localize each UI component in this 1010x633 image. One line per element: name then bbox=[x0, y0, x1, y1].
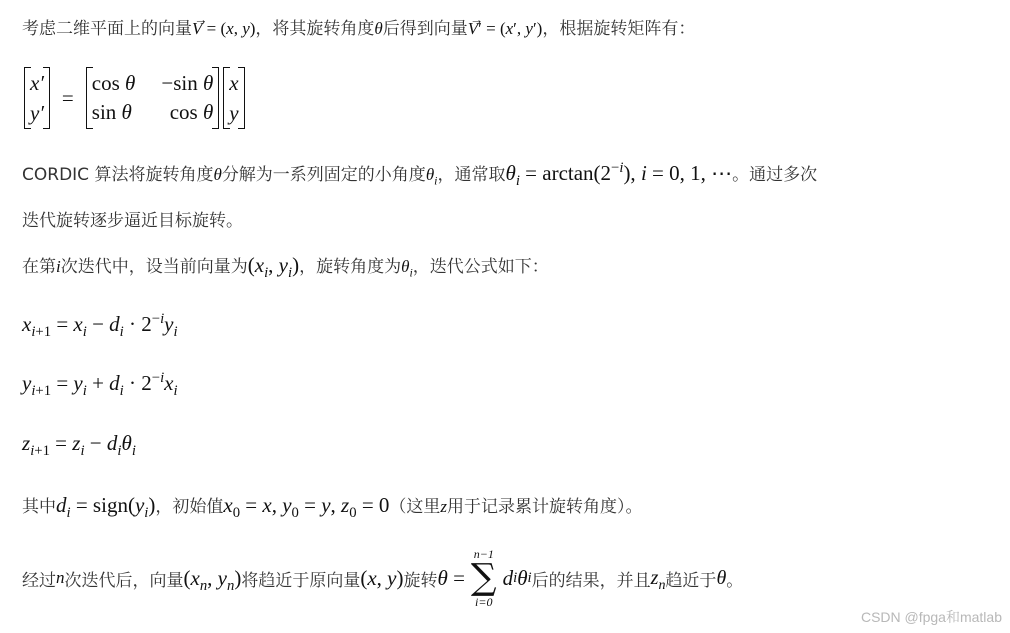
intro-text-4: ，根据旋转矩阵有： bbox=[542, 19, 696, 39]
cordic-text-2: 分解为一系列固定的小角度 bbox=[221, 165, 426, 185]
sign-formula: $d_i$ = $sign(y_i)$ bbox=[56, 493, 156, 522]
where-text-3: （这里 bbox=[389, 497, 441, 517]
where-paragraph bbox=[22, 492, 643, 522]
iter-text-3: ，旋转角度为 bbox=[299, 257, 402, 277]
result-paragraph bbox=[22, 548, 743, 608]
arctan-formula: $\theta_i = \arctan(2^{-i})$, i = 0, 1, ⋯ bbox=[505, 160, 733, 190]
i-symbol: i bbox=[56, 257, 61, 276]
result-text-2: 次迭代后，向量 bbox=[64, 570, 184, 591]
theta-symbol: θ bbox=[374, 19, 383, 38]
where-text-4: 用于记录累计旋转角度）。 bbox=[447, 497, 643, 517]
result-text-3: 将趋近于原向量 bbox=[241, 570, 361, 591]
where-text-1: 其中 bbox=[22, 497, 56, 517]
z-symbol: z bbox=[440, 497, 448, 516]
theta-symbol: θ bbox=[716, 566, 727, 589]
z-n-symbol: $z_n$ bbox=[650, 566, 666, 593]
original-vector-formula: (x, y) bbox=[360, 565, 404, 590]
cordic-paragraph-line2: 迭代旋转逐步逼近目标旋转。 bbox=[22, 211, 243, 231]
input-vector: x y bbox=[223, 67, 244, 129]
iter-text-4: ，迭代公式如下： bbox=[412, 257, 549, 277]
rotation-matrix-equation: x′ y′ = cos θ −sin θ sin θ cos θ x y bbox=[22, 66, 247, 130]
cordic-text-1: CORDIC 算法将旋转角度 bbox=[22, 165, 214, 185]
csdn-watermark: CSDN @fpga和matlab bbox=[860, 609, 1002, 625]
z-update-equation: $z_{i+1} = z_i - d_i\theta_i$ bbox=[22, 431, 136, 460]
iter-text-2: 次迭代中，设当前向量为 bbox=[60, 257, 248, 277]
result-text-5: 后的结果，并且 bbox=[531, 570, 651, 591]
x-update-equation: $x_{i+1} = x_i - d_i \cdot 2^{-i}y_i$ bbox=[22, 311, 178, 341]
iter-text-1: 在第 bbox=[22, 257, 56, 277]
summation-sign: n−1 ∑ i=0 bbox=[470, 547, 497, 609]
result-vector: x′ y′ bbox=[24, 67, 50, 129]
cordic-text-4: 。通过多次 bbox=[732, 165, 818, 185]
current-vector-formula: ($x_i$, $y_i$) bbox=[247, 253, 300, 282]
iteration-paragraph bbox=[22, 252, 549, 282]
intro-paragraph bbox=[22, 14, 695, 39]
initial-values-formula: $x_0 = x$, $y_0 = y$, $z_0 = 0$ bbox=[223, 493, 390, 522]
result-text-1: 经过 bbox=[22, 570, 56, 591]
theta-i-symbol: $\theta_i$ bbox=[425, 165, 438, 188]
cordic-text-3: ，通常取 bbox=[437, 165, 506, 185]
y-update-equation: $y_{i+1} = y_i + d_i \cdot 2^{-i}x_i$ bbox=[22, 370, 178, 400]
total-angle-sum-formula: θ = n−1 ∑ i=0 d i θ i bbox=[437, 547, 532, 609]
theta-symbol: θ bbox=[213, 165, 222, 184]
rotation-matrix: cos θ −sin θ sin θ cos θ bbox=[86, 67, 220, 129]
intro-text-2: ，将其旋转角度 bbox=[255, 19, 375, 39]
intro-text-1: 考虑二维平面上的向量 bbox=[22, 19, 192, 39]
final-vector-formula: ($x_n$, $y_n$) bbox=[183, 565, 242, 594]
result-text-6: 趋近于 bbox=[665, 570, 717, 591]
period: 。 bbox=[726, 570, 744, 591]
n-symbol: n bbox=[56, 568, 65, 587]
cordic-paragraph bbox=[22, 160, 818, 190]
theta-i-symbol: $\theta_i$ bbox=[401, 257, 413, 280]
intro-text-3: 后得到向量 bbox=[382, 19, 468, 39]
where-text-2: ，初始值 bbox=[155, 497, 224, 517]
vector-v-formula: → V = (x, y) bbox=[192, 19, 255, 38]
result-text-4: 旋转 bbox=[403, 570, 438, 591]
vector-v-prime-formula: → V′ = (x′, y′) bbox=[468, 19, 543, 38]
